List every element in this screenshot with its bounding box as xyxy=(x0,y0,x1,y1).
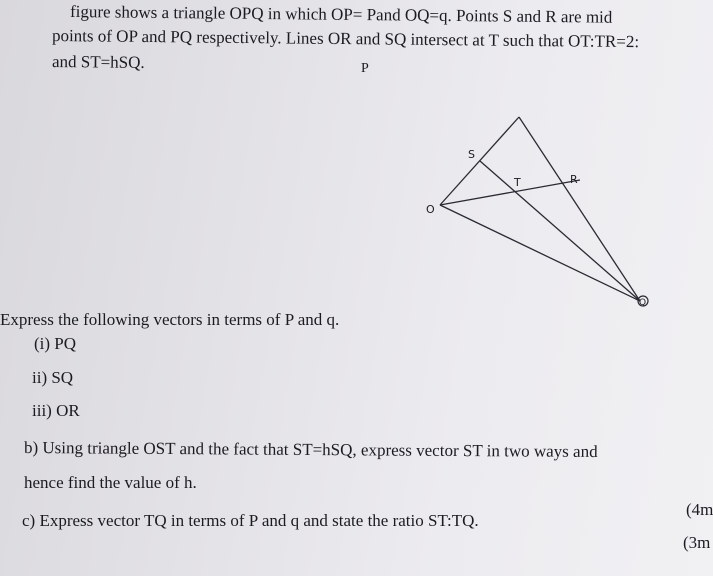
question-a-part-3: iii) OR xyxy=(32,401,80,420)
side-pq xyxy=(519,117,640,301)
question-b-marks: (4m xyxy=(686,500,713,519)
intro-line-2: points of OP and PQ respectively. Lines OR and SQ intersect at T such that OT:TR=2: xyxy=(51,26,640,52)
segment-sq xyxy=(480,161,640,301)
label-p: P xyxy=(361,61,369,76)
question-b-line-1: b) Using triangle OST and the fact that ST=hSQ, express vector ST in two ways and xyxy=(23,438,598,462)
intro-line-1: figure shows a triangle OPQ in which OP= Pand OQ=q. Points S and R are mid xyxy=(69,2,613,27)
label-r: R xyxy=(570,173,578,186)
segment-or xyxy=(440,180,580,205)
question-c-line-1: c) Express vector TQ in terms of P and q and state the ratio ST:TQ. xyxy=(22,511,479,530)
side-op xyxy=(440,117,519,205)
label-o: O xyxy=(426,203,435,216)
label-q: Q xyxy=(639,298,647,308)
question-a-stem: Express the following vectors in terms of P and q. xyxy=(0,310,340,329)
label-s: S xyxy=(468,148,475,161)
question-a-part-2: ii) SQ xyxy=(32,368,74,387)
side-oq xyxy=(440,205,640,301)
question-b-line-2: hence find the value of h. xyxy=(24,473,197,492)
question-c-marks: (3m xyxy=(683,533,711,552)
label-t: T xyxy=(514,176,521,189)
intro-line-3: and ST=hSQ. xyxy=(51,52,145,72)
question-a-part-1: (i) PQ xyxy=(34,334,77,353)
